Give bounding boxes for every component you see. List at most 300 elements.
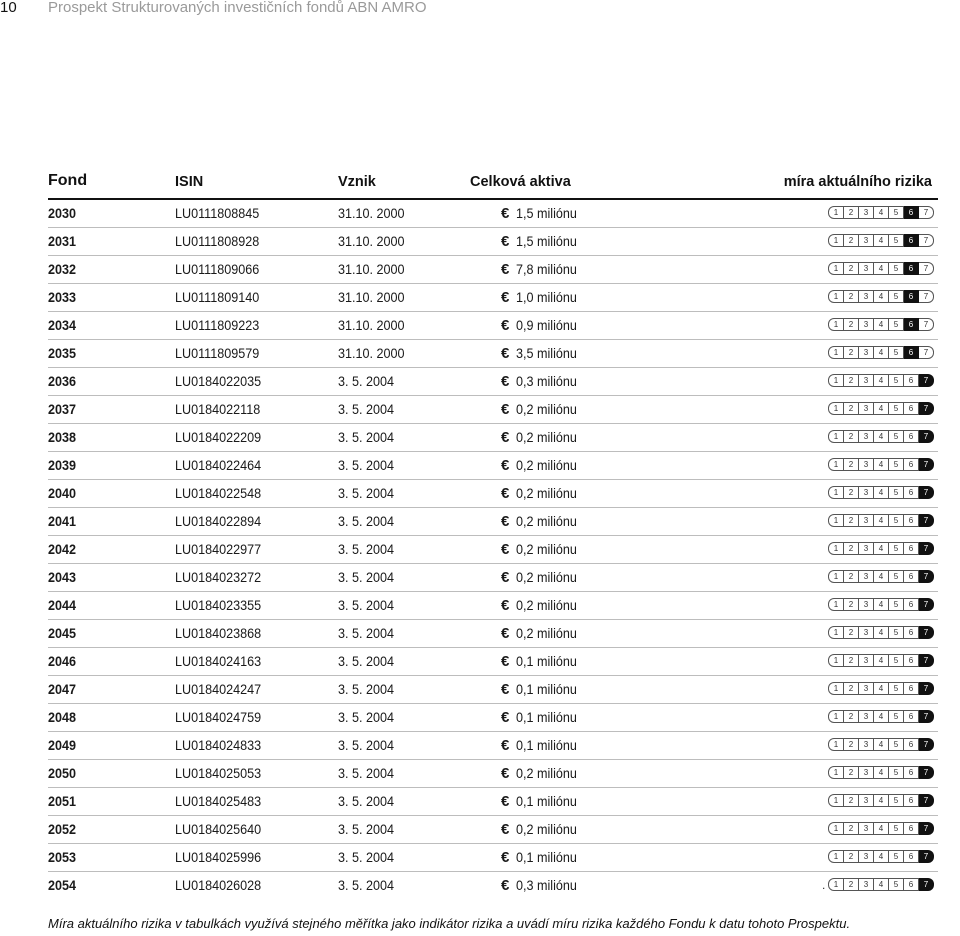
euro-icon: € bbox=[501, 821, 510, 838]
fond-cell: 2041 bbox=[48, 513, 77, 529]
risk-box: 2 bbox=[844, 598, 859, 611]
risk-box: 7 bbox=[919, 542, 934, 555]
fond-cell: 2034 bbox=[48, 317, 77, 333]
euro-icon: € bbox=[501, 429, 510, 446]
risk-box: 3 bbox=[859, 318, 874, 331]
risk-indicator bbox=[828, 542, 934, 555]
vznik-cell: 3. 5. 2004 bbox=[338, 569, 395, 585]
risk-box: 2 bbox=[844, 346, 859, 359]
fond-cell: 2044 bbox=[48, 597, 77, 613]
risk-box: 5 bbox=[889, 346, 904, 359]
risk-box: 4 bbox=[874, 878, 889, 891]
risk-box: 7 bbox=[919, 570, 934, 583]
risk-box: 2 bbox=[844, 654, 859, 667]
risk-box: 5 bbox=[889, 374, 904, 387]
fond-cell: 2049 bbox=[48, 737, 77, 753]
table-row bbox=[48, 759, 938, 787]
risk-box: 3 bbox=[859, 682, 874, 695]
risk-box: 3 bbox=[859, 458, 874, 471]
risk-box: 6 bbox=[904, 514, 919, 527]
euro-icon: € bbox=[501, 373, 510, 390]
aktiva-cell: 0,9 miliónu bbox=[516, 317, 577, 333]
risk-box: 2 bbox=[844, 486, 859, 499]
risk-indicator bbox=[828, 822, 934, 835]
header-fond: Fond bbox=[48, 172, 88, 189]
risk-box: 3 bbox=[859, 654, 874, 667]
risk-box: 4 bbox=[874, 626, 889, 639]
risk-box: 1 bbox=[828, 234, 844, 247]
euro-icon: € bbox=[501, 205, 510, 222]
aktiva-cell: 0,2 miliónu bbox=[516, 513, 577, 529]
isin-cell: LU0184025996 bbox=[175, 849, 262, 865]
risk-box: 2 bbox=[844, 682, 859, 695]
euro-icon: € bbox=[501, 401, 510, 418]
risk-box: 4 bbox=[874, 290, 889, 303]
euro-icon: € bbox=[501, 261, 510, 278]
risk-indicator bbox=[828, 318, 934, 331]
aktiva-cell: 7,8 miliónu bbox=[516, 261, 577, 277]
risk-box: 5 bbox=[889, 234, 904, 247]
risk-box: 6 bbox=[904, 262, 919, 275]
page-header bbox=[0, 0, 960, 22]
table-row bbox=[48, 871, 938, 899]
isin-cell: LU0184023355 bbox=[175, 597, 262, 613]
risk-indicator bbox=[828, 374, 934, 387]
risk-box: 3 bbox=[859, 570, 874, 583]
risk-box: 2 bbox=[844, 822, 859, 835]
risk-box: 4 bbox=[874, 374, 889, 387]
table-row bbox=[48, 619, 938, 647]
fond-cell: 2054 bbox=[48, 877, 77, 893]
risk-box: 2 bbox=[844, 794, 859, 807]
euro-icon: € bbox=[501, 653, 510, 670]
risk-box: 2 bbox=[844, 570, 859, 583]
isin-cell: LU0184024247 bbox=[175, 681, 262, 697]
vznik-cell: 3. 5. 2004 bbox=[338, 541, 395, 557]
isin-cell: LU0184023868 bbox=[175, 625, 262, 641]
vznik-cell: 31.10. 2000 bbox=[338, 261, 405, 277]
risk-box: 4 bbox=[874, 234, 889, 247]
risk-box: 2 bbox=[844, 262, 859, 275]
aktiva-cell: 0,2 miliónu bbox=[516, 765, 577, 781]
risk-box: 4 bbox=[874, 542, 889, 555]
risk-box: 7 bbox=[919, 766, 934, 779]
risk-box: 5 bbox=[889, 654, 904, 667]
risk-box: 4 bbox=[874, 598, 889, 611]
risk-box: 4 bbox=[874, 318, 889, 331]
risk-box: 6 bbox=[904, 234, 919, 247]
risk-box: 7 bbox=[919, 878, 934, 891]
risk-box: 4 bbox=[874, 766, 889, 779]
risk-box: 6 bbox=[904, 822, 919, 835]
risk-box: 4 bbox=[874, 794, 889, 807]
risk-box: 7 bbox=[919, 794, 934, 807]
risk-box: 6 bbox=[904, 458, 919, 471]
vznik-cell: 3. 5. 2004 bbox=[338, 709, 395, 725]
aktiva-cell: 0,2 miliónu bbox=[516, 821, 577, 837]
fond-cell: 2043 bbox=[48, 569, 77, 585]
risk-box: 3 bbox=[859, 234, 874, 247]
isin-cell: LU0111809579 bbox=[175, 345, 260, 361]
euro-icon: € bbox=[501, 457, 510, 474]
risk-box: 1 bbox=[828, 710, 844, 723]
aktiva-cell: 0,2 miliónu bbox=[516, 457, 577, 473]
risk-box: 7 bbox=[919, 374, 934, 387]
table-body bbox=[48, 198, 938, 899]
fond-cell: 2052 bbox=[48, 821, 77, 837]
risk-box: 2 bbox=[844, 234, 859, 247]
vznik-cell: 3. 5. 2004 bbox=[338, 765, 395, 781]
aktiva-cell: 0,2 miliónu bbox=[516, 401, 577, 417]
risk-box: 1 bbox=[828, 318, 844, 331]
vznik-cell: 3. 5. 2004 bbox=[338, 849, 395, 865]
risk-box: 2 bbox=[844, 458, 859, 471]
isin-cell: LU0111809140 bbox=[175, 289, 260, 305]
header-vznik: Vznik bbox=[338, 174, 376, 190]
risk-box: 1 bbox=[828, 682, 844, 695]
risk-box: 4 bbox=[874, 738, 889, 751]
risk-indicator bbox=[828, 346, 934, 359]
fond-cell: 2050 bbox=[48, 765, 77, 781]
vznik-cell: 3. 5. 2004 bbox=[338, 737, 395, 753]
risk-box: 4 bbox=[874, 346, 889, 359]
fond-cell: 2047 bbox=[48, 681, 77, 697]
risk-box: 4 bbox=[874, 710, 889, 723]
risk-box: 5 bbox=[889, 430, 904, 443]
risk-box: 1 bbox=[828, 402, 844, 415]
table-row bbox=[48, 815, 938, 843]
risk-indicator bbox=[828, 710, 934, 723]
table-row bbox=[48, 787, 938, 815]
risk-indicator bbox=[828, 262, 934, 275]
euro-icon: € bbox=[501, 737, 510, 754]
risk-box: 3 bbox=[859, 290, 874, 303]
risk-box: 7 bbox=[919, 206, 934, 219]
risk-box: 1 bbox=[828, 626, 844, 639]
fond-cell: 2038 bbox=[48, 429, 77, 445]
euro-icon: € bbox=[501, 317, 510, 334]
fond-cell: 2037 bbox=[48, 401, 77, 417]
aktiva-cell: 0,1 miliónu bbox=[516, 849, 577, 865]
table-row bbox=[48, 731, 938, 759]
isin-cell: LU0184025483 bbox=[175, 793, 262, 809]
risk-box: 2 bbox=[844, 738, 859, 751]
euro-icon: € bbox=[501, 569, 510, 586]
risk-box: 3 bbox=[859, 542, 874, 555]
table-row bbox=[48, 283, 938, 311]
aktiva-cell: 1,5 miliónu bbox=[516, 205, 577, 221]
vznik-cell: 31.10. 2000 bbox=[338, 205, 405, 221]
risk-indicator bbox=[828, 654, 934, 667]
risk-indicator bbox=[828, 738, 934, 751]
fond-cell: 2042 bbox=[48, 541, 77, 557]
aktiva-cell: 3,5 miliónu bbox=[516, 345, 577, 361]
risk-box: 3 bbox=[859, 374, 874, 387]
table-row bbox=[48, 451, 938, 479]
risk-box: 6 bbox=[904, 486, 919, 499]
risk-box: 3 bbox=[859, 262, 874, 275]
risk-box: 6 bbox=[904, 290, 919, 303]
aktiva-cell: 1,0 miliónu bbox=[516, 289, 577, 305]
page-title: Prospekt Strukturovaných investičních fondů ABN AMRO bbox=[48, 0, 427, 16]
euro-icon: € bbox=[501, 485, 510, 502]
isin-cell: LU0184026028 bbox=[175, 877, 262, 893]
risk-box: 2 bbox=[844, 850, 859, 863]
risk-box: 2 bbox=[844, 542, 859, 555]
euro-icon: € bbox=[501, 849, 510, 866]
aktiva-cell: 0,3 miliónu bbox=[516, 877, 577, 893]
risk-box: 3 bbox=[859, 598, 874, 611]
table-row bbox=[48, 507, 938, 535]
table-row bbox=[48, 535, 938, 563]
risk-box: 3 bbox=[859, 626, 874, 639]
risk-box: 6 bbox=[904, 430, 919, 443]
euro-icon: € bbox=[501, 709, 510, 726]
table-row bbox=[48, 198, 938, 227]
risk-box: 2 bbox=[844, 402, 859, 415]
risk-box: 7 bbox=[919, 626, 934, 639]
header-isin: ISIN bbox=[175, 174, 204, 190]
aktiva-cell: 0,3 miliónu bbox=[516, 373, 577, 389]
risk-box: 2 bbox=[844, 206, 859, 219]
risk-box: 3 bbox=[859, 430, 874, 443]
vznik-cell: 3. 5. 2004 bbox=[338, 457, 395, 473]
risk-box: 4 bbox=[874, 654, 889, 667]
header-riziko: míra aktuálního rizika bbox=[783, 174, 932, 190]
euro-icon: € bbox=[501, 513, 510, 530]
risk-box: 2 bbox=[844, 290, 859, 303]
risk-box: 7 bbox=[919, 514, 934, 527]
risk-box: 5 bbox=[889, 206, 904, 219]
risk-indicator bbox=[828, 878, 934, 891]
vznik-cell: 3. 5. 2004 bbox=[338, 429, 395, 445]
risk-box: 3 bbox=[859, 402, 874, 415]
risk-box: 5 bbox=[889, 598, 904, 611]
risk-box: 2 bbox=[844, 878, 859, 891]
fond-cell: 2045 bbox=[48, 625, 77, 641]
aktiva-cell: 0,1 miliónu bbox=[516, 709, 577, 725]
risk-box: 1 bbox=[828, 542, 844, 555]
risk-indicator bbox=[828, 850, 934, 863]
risk-box: 1 bbox=[828, 766, 844, 779]
table-row bbox=[48, 703, 938, 731]
fond-cell: 2048 bbox=[48, 709, 77, 725]
table-row bbox=[48, 843, 938, 871]
risk-box: 5 bbox=[889, 458, 904, 471]
fond-cell: 2032 bbox=[48, 261, 77, 277]
isin-cell: LU0184022209 bbox=[175, 429, 262, 445]
risk-box: 6 bbox=[904, 682, 919, 695]
table-row bbox=[48, 395, 938, 423]
risk-box: 7 bbox=[919, 710, 934, 723]
aktiva-cell: 0,2 miliónu bbox=[516, 625, 577, 641]
aktiva-cell: 0,2 miliónu bbox=[516, 485, 577, 501]
risk-box: 3 bbox=[859, 878, 874, 891]
aktiva-cell: 0,2 miliónu bbox=[516, 569, 577, 585]
risk-box: 7 bbox=[919, 850, 934, 863]
risk-box: 5 bbox=[889, 570, 904, 583]
risk-box: 1 bbox=[828, 430, 844, 443]
risk-box: 1 bbox=[828, 794, 844, 807]
isin-cell: LU0184024833 bbox=[175, 737, 262, 753]
euro-icon: € bbox=[501, 681, 510, 698]
risk-box: 6 bbox=[904, 346, 919, 359]
risk-box: 6 bbox=[904, 766, 919, 779]
risk-box: 7 bbox=[919, 654, 934, 667]
table-row bbox=[48, 591, 938, 619]
risk-box: 3 bbox=[859, 794, 874, 807]
risk-box: 4 bbox=[874, 822, 889, 835]
risk-box: 4 bbox=[874, 682, 889, 695]
risk-box: 3 bbox=[859, 346, 874, 359]
risk-indicator bbox=[828, 290, 934, 303]
vznik-cell: 3. 5. 2004 bbox=[338, 681, 395, 697]
risk-box: 6 bbox=[904, 374, 919, 387]
risk-box: 5 bbox=[889, 402, 904, 415]
risk-box: 2 bbox=[844, 766, 859, 779]
isin-cell: LU0111809223 bbox=[175, 317, 260, 333]
risk-box: 5 bbox=[889, 710, 904, 723]
table-row bbox=[48, 563, 938, 591]
risk-box: 6 bbox=[904, 570, 919, 583]
risk-box: 2 bbox=[844, 710, 859, 723]
risk-indicator bbox=[828, 486, 934, 499]
risk-box: 6 bbox=[904, 318, 919, 331]
risk-box: 4 bbox=[874, 206, 889, 219]
risk-box: 7 bbox=[919, 486, 934, 499]
risk-box: 1 bbox=[828, 206, 844, 219]
vznik-cell: 31.10. 2000 bbox=[338, 233, 405, 249]
risk-box: 7 bbox=[919, 682, 934, 695]
euro-icon: € bbox=[501, 233, 510, 250]
risk-box: 3 bbox=[859, 822, 874, 835]
fond-cell: 2033 bbox=[48, 289, 77, 305]
risk-box: 1 bbox=[828, 570, 844, 583]
risk-box: 6 bbox=[904, 542, 919, 555]
risk-box: 1 bbox=[828, 262, 844, 275]
risk-box: 1 bbox=[828, 654, 844, 667]
isin-cell: LU0184024759 bbox=[175, 709, 262, 725]
table-row bbox=[48, 227, 938, 255]
vznik-cell: 3. 5. 2004 bbox=[338, 513, 395, 529]
risk-box: 5 bbox=[889, 318, 904, 331]
euro-icon: € bbox=[501, 289, 510, 306]
risk-box: 1 bbox=[828, 738, 844, 751]
isin-cell: LU0184022035 bbox=[175, 373, 262, 389]
risk-box: 1 bbox=[828, 514, 844, 527]
risk-box: 5 bbox=[889, 626, 904, 639]
risk-box: 5 bbox=[889, 794, 904, 807]
risk-box: 7 bbox=[919, 262, 934, 275]
fond-cell: 2036 bbox=[48, 373, 77, 389]
vznik-cell: 3. 5. 2004 bbox=[338, 821, 395, 837]
risk-box: 6 bbox=[904, 626, 919, 639]
aktiva-cell: 1,5 miliónu bbox=[516, 233, 577, 249]
isin-cell: LU0111808928 bbox=[175, 233, 260, 249]
table-row bbox=[48, 647, 938, 675]
risk-box: 5 bbox=[889, 682, 904, 695]
risk-box: 3 bbox=[859, 710, 874, 723]
risk-box: 2 bbox=[844, 374, 859, 387]
euro-icon: € bbox=[501, 597, 510, 614]
risk-box: 2 bbox=[844, 514, 859, 527]
risk-box: 2 bbox=[844, 318, 859, 331]
risk-indicator bbox=[828, 206, 934, 219]
isin-cell: LU0184025640 bbox=[175, 821, 262, 837]
header-aktiva: Celková aktiva bbox=[470, 174, 571, 190]
fond-cell: 2046 bbox=[48, 653, 77, 669]
risk-box: 4 bbox=[874, 262, 889, 275]
risk-indicator bbox=[828, 514, 934, 527]
risk-box: 5 bbox=[889, 738, 904, 751]
aktiva-cell: 0,1 miliónu bbox=[516, 653, 577, 669]
risk-box: 1 bbox=[828, 458, 844, 471]
risk-box: 3 bbox=[859, 514, 874, 527]
risk-box: 3 bbox=[859, 766, 874, 779]
risk-box: 4 bbox=[874, 850, 889, 863]
risk-box: 7 bbox=[919, 430, 934, 443]
risk-box: 1 bbox=[828, 598, 844, 611]
isin-cell: LU0184025053 bbox=[175, 765, 262, 781]
fond-cell: 2039 bbox=[48, 457, 77, 473]
euro-icon: € bbox=[501, 345, 510, 362]
risk-box: 1 bbox=[828, 822, 844, 835]
risk-box: 7 bbox=[919, 346, 934, 359]
risk-box: 2 bbox=[844, 626, 859, 639]
fond-cell: 2035 bbox=[48, 345, 77, 361]
risk-box: 7 bbox=[919, 458, 934, 471]
fond-cell: 2030 bbox=[48, 205, 77, 221]
risk-indicator bbox=[828, 234, 934, 247]
isin-cell: LU0184022464 bbox=[175, 457, 262, 473]
euro-icon: € bbox=[501, 625, 510, 642]
stray-dot: . bbox=[822, 878, 826, 892]
fond-cell: 2053 bbox=[48, 849, 77, 865]
footnote: Míra aktuálního rizika v tabulkách využívá stejného měřítka jako indikátor rizika a uvádí míru rizika každého Fondu k datu tohoto Prospektu. bbox=[48, 916, 851, 931]
table-row bbox=[48, 339, 938, 367]
vznik-cell: 3. 5. 2004 bbox=[338, 877, 395, 893]
isin-cell: LU0184022118 bbox=[175, 401, 261, 417]
risk-box: 6 bbox=[904, 738, 919, 751]
risk-box: 4 bbox=[874, 570, 889, 583]
risk-box: 5 bbox=[889, 290, 904, 303]
aktiva-cell: 0,1 miliónu bbox=[516, 737, 577, 753]
risk-box: 5 bbox=[889, 486, 904, 499]
vznik-cell: 3. 5. 2004 bbox=[338, 625, 395, 641]
risk-box: 7 bbox=[919, 598, 934, 611]
risk-box: 3 bbox=[859, 738, 874, 751]
vznik-cell: 31.10. 2000 bbox=[338, 317, 405, 333]
risk-box: 7 bbox=[919, 822, 934, 835]
euro-icon: € bbox=[501, 793, 510, 810]
risk-box: 5 bbox=[889, 766, 904, 779]
risk-indicator bbox=[828, 682, 934, 695]
risk-box: 1 bbox=[828, 486, 844, 499]
risk-box: 7 bbox=[919, 234, 934, 247]
risk-box: 4 bbox=[874, 458, 889, 471]
vznik-cell: 31.10. 2000 bbox=[338, 345, 405, 361]
aktiva-cell: 0,1 miliónu bbox=[516, 681, 577, 697]
fond-cell: 2031 bbox=[48, 233, 77, 249]
euro-icon: € bbox=[501, 877, 510, 894]
risk-indicator bbox=[828, 570, 934, 583]
euro-icon: € bbox=[501, 541, 510, 558]
risk-box: 4 bbox=[874, 514, 889, 527]
risk-box: 3 bbox=[859, 850, 874, 863]
risk-box: 6 bbox=[904, 710, 919, 723]
risk-box: 6 bbox=[904, 598, 919, 611]
risk-box: 6 bbox=[904, 878, 919, 891]
